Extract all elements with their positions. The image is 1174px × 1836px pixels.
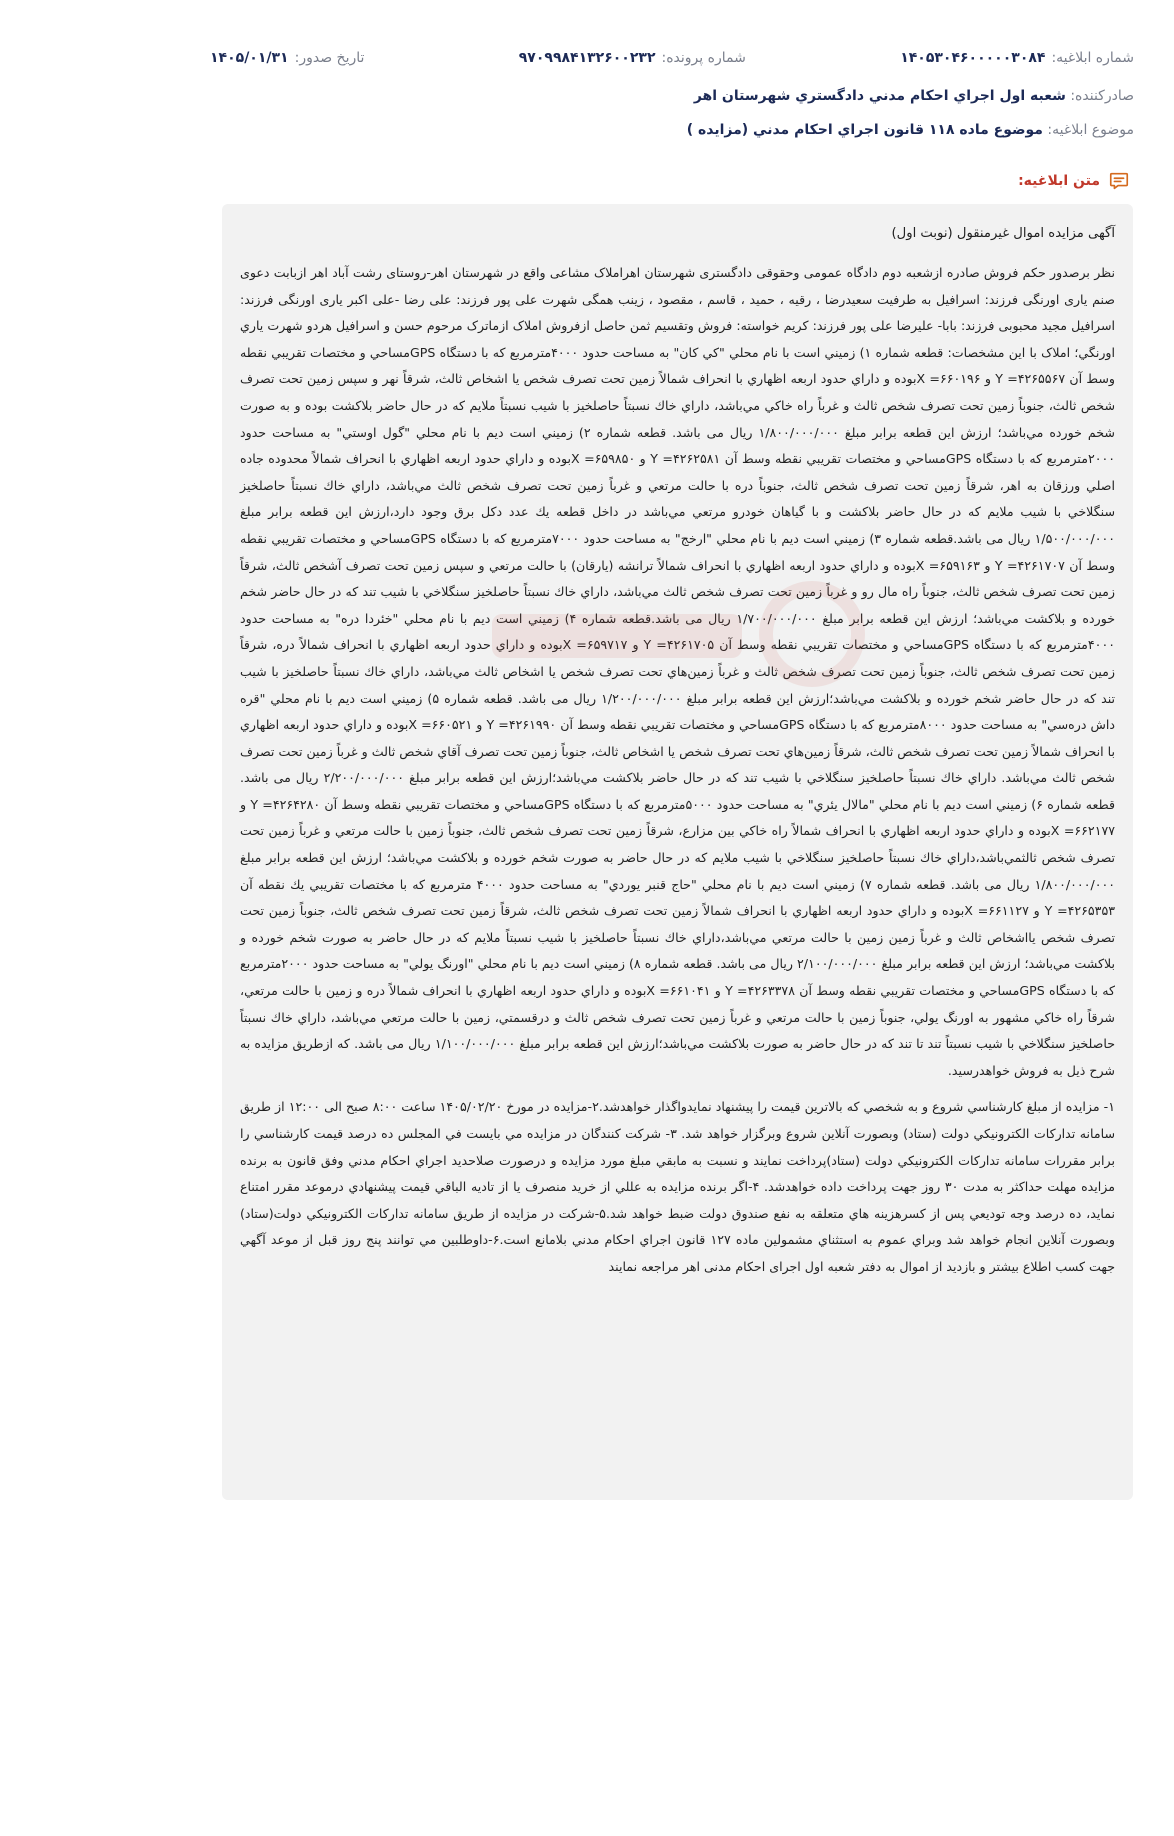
issuer-value: شعبه اول اجراي احكام مدني دادگستري شهرستان اهر — [693, 88, 1066, 104]
issuer-label: صادرکننده: — [1070, 88, 1134, 104]
issue-date-value: ۱۴۰۵/۰۱/۳۱ — [210, 50, 289, 66]
subject-label: موضوع ابلاغيه: — [1047, 122, 1134, 138]
message-document-icon — [1108, 170, 1130, 192]
issue-date-label: تاريخ صدور: — [294, 50, 365, 66]
property-description-paragraph: نظر برصدور حکم فروش صادره ازشعبه دوم دادگاه عمومی وحقوقی دادگستری شهرستان اهراملاک مشاعی واقع در شهرستان اهر-روستای رشت آباد اهر ازبابت دعوی صنم یاری اورنگی فرزند: اسرافیل به طرفیت سعیدرضا ، رقیه ، حمید ، قاسم ، مقصود ، زینب همگی شهرت علی پور فرزند: علی رضا -علی اکبر یاری اورنگی فرزند: اسرافیل مجید محبوبی فرزند: بابا- علیرضا علی پور فرزند: کریم خواسته: فروش وتقسیم ثمن حاصل ازفروش املاک ازماترک مرحوم حسن و اسرافيل هردو شهرت ياري اورنگي؛ املاک با اين مشخصات: قطعه شماره ۱) زميني است با نام محلي "كي كان" به مساحت حدود ۴۰۰۰مترمربع كه با دستگاه GPSمساحي و مختصات تقريبي نقطه وسط آن ۴۲۶۵۵۶۷= Y و ۶۶۰۱۹۶= Xبوده و داراي حدود اربعه اظهاري با انحراف شمالاً زمين تحت تصرف شخص يا اشخاص ثالث، شرقاً نهر و سپس زمين تحت تصرف شخص ثالث، جنوباً زمين تحت تصرف شخص ثالث و غرباً راه خاكي مي‌باشد، داراي خاك نسبتاً حاصلخيز با شيب نسبتاً ملايم كه در حال حاضر بلاكشت بوده و به صورت شخم خورده مي‌باشد؛ ارزش اين قطعه برابر مبلغ ۱/۸۰۰/۰۰۰/۰۰۰ ريال می باشد. قطعه شماره ۲) زميني است ديم با نام محلي "گول اوستي" به مساحت حدود ۲۰۰۰مترمربع كه با دستگاه GPSمساحي و مختصات تقريبي نقطه وسط آن ۴۲۶۲۵۸۱= Y و ۶۵۹۸۵۰= Xبوده و داراي حدود اربعه اظهاري با انحراف شمالاً محدوده جاده اصلي ورزقان به اهر، شرقاً زمين تحت تصرف شخص ثالث، جنوباً دره با حالت مرتعي و غرباً زمين تحت تصرف شخص ثالث مي‌باشد، داراي خاك نسبتاً حاصلخيز سنگلاخي با شيب ملايم كه در حال حاضر بلاكشت و با گياهان خودرو مرتعي مي‌باشد در داخل قطعه يك عدد دكل برق وجود دارد،ارزش اين قطعه برابر مبلغ ۱/۵۰۰/۰۰۰/۰۰۰ ريال می باشد.قطعه شماره ۳) زميني است ديم با نام محلي "ارخج" به مساحت حدود ۷۰۰۰مترمربع كه با دستگاه GPSمساحي و مختصات تقريبي نقطه وسط آن ۴۲۶۱۷۰۷= Y و ۶۵۹۱۶۳= Xبوده و داراي حدود اربعه اظهاري با انحراف شمالاً ترانشه (يارقان) با حالت مرتعي و سپس زمين تحت تصرف آشخص ثالث، شرقاً زمين تحت تصرف شخص ثالث، جنوباً راه مال رو و غرباً زمين تحت تصرف شخص ثالث مي‌باشد، داراي خاك نسبتاً حاصلخيز سنگلاخي با شيب تند كه در حال حاضر شخم خورده و بلاكشت مي‌باشد؛ ارزش اين قطعه برابر مبلغ ۱/۷۰۰/۰۰۰/۰۰۰ ريال می باشد.قطعه شماره ۴) زميني است ديم با نام محلي "خئردا دره" به مساحت حدود ۴۰۰۰مترمربع كه با دستگاه GPSمساحي و مختصات تقريبي نقطه وسط آن ۴۲۶۱۷۰۵= Y و ۶۵۹۷۱۷= Xبوده و داراي حدود اربعه اظهاري با انحراف شمالاً دره، شرقاً زمين تحت تصرف شخص ثالث، جنوباً زمين تحت تصرف شخص ثالث و غرباً زمين‌هاي تحت تصرف شخص يا اشخاص ثالث مي‌باشد، داراي خاك نسبتاً حاصلخيز با شيب تند كه در حال حاضر شخم خورده و بلاكشت مي‌باشد؛ارزش اين قطعه برابر مبلغ ۱/۲۰۰/۰۰۰/۰۰۰ ريال می باشد. قطعه شماره ۵) زميني است ديم با نام محلي "قره داش دره‌سي" به مساحت حدود ۸۰۰۰مترمربع كه با دستگاه GPSمساحي و مختصات تقريبي نقطه وسط آن ۴۲۶۱۹۹۰= Y و ۶۶۰۵۲۱= Xبوده و داراي حدود اربعه اظهاري با انحراف شمالاً زمين تحت تصرف شخص ثالث، شرقاً زمين‌هاي تحت تصرف شخص يا اشخاص ثالث، جنوباً زمين تحت تصرف آقاي شخص ثالث و غرباً زمين تحت تصرف شخص ثالث مي‌باشد. داراي خاك نسبتاً حاصلخيز سنگلاخي با شيب تند كه در حال حاضر بلاكشت مي‌باشد؛ارزش اين قطعه برابر مبلغ ۲/۲۰۰/۰۰۰/۰۰۰ ريال می باشد. قطعه شماره ۶) زميني است ديم با نام محلي "مالال يئري" به مساحت حدود ۵۰۰۰مترمربع كه با دستگاه GPSمساحي و مختصات تقريبي نقطه وسط آن ۴۲۶۴۲۸۰= Y و ۶۶۲۱۷۷= Xبوده و داراي حدود اربعه اظهاري با انحراف شمالاً راه خاكي بين مزارع، شرقاً زمين تحت تصرف شخص ثالث، جنوباً زمين با حالت مرتعي و غرباً زمين تحت تصرف شخص ثالثمي‌باشد،داراي خاك نسبتاً حاصلخيز سنگلاخي با شيب ملايم كه در حال حاضر به صورت شخم خورده و بلاكشت مي‌باشد؛ ارزش اين قطعه برابر مبلغ ۱/۸۰۰/۰۰۰/۰۰۰ ريال می باشد. قطعه شماره ۷) زميني است ديم با نام محلي "حاج قنبر يوردي" به مساحت حدود ۴۰۰۰ مترمربع كه با مختصات تقريبي يك نقطه آن ۴۲۶۵۳۵۳= Y و ۶۶۱۱۲۷= Xبوده و داراي حدود اربعه اظهاري با انحراف شمالاً زمين تحت تصرف شخص ثالث، شرقاً زمين تحت تصرف شخص ثالث، جنوباً زمين تحت تصرف شخص يااشخاص ثالث و غرباً زمين زمين با حالت مرتعي مي‌باشد،داراي خاك نسبتاً حاصلخيز با شيب نسبتاً ملايم كه در حال حاضر به صورت شخم خورده و بلاكشت مي‌باشد؛ ارزش اين قطعه برابر مبلغ ۲/۱۰۰/۰۰۰/۰۰۰ ريال می باشد. قطعه شماره ۸) زميني است ديم با نام محلي "اورنگ يولي" به مساحت حدود ۲۰۰۰مترمربع كه با دستگاه GPSمساحي و مختصات تقريبي نقطه وسط آن ۴۲۶۳۳۷۸= Y و ۶۶۱۰۴۱= Xبوده و داراي حدود اربعه اظهاري با انحراف شمالاً دره و زمين با حالت مرتعي، شرقاً راه خاكي مشهور به اورنگ يولي، جنوباً زمين با حالت مرتعي و غرباً زمين تحت تصرف شخص ثالث و درقسمتي، زمين با حالت مرتعي مي‌باشد، داراي خاك نسبتاً حاصلخيز سنگلاخي با شيب نسبتاً تند تا تند كه در حال حاضر به صورت بلاكشت مي‌باشد؛ارزش اين قطعه برابر مبلغ ۱/۱۰۰/۰۰۰/۰۰۰ ريال می باشد. كه ازطريق مزايده به شرح ذيل به فروش خواهدرسيد. — [240, 265, 1116, 1078]
case-number-value: ۹۷۰۹۹۸۴۱۳۲۶۰۰۲۳۲ — [518, 50, 656, 66]
ad-title: آگهی مزایده اموال غیرمنقول (نوبت اول) — [891, 226, 1115, 241]
subject-row — [210, 120, 1134, 140]
notice-text-panel — [222, 204, 1133, 1500]
notice-body-heading — [1018, 170, 1130, 192]
notice-number — [900, 48, 1134, 68]
case-number — [519, 48, 746, 68]
issuer-row — [210, 86, 1134, 106]
case-number-label: شماره پرونده: — [661, 50, 746, 66]
auction-terms-paragraph: ۱- مزايده از مبلغ كارشناسي شروع و به شخصي كه بالاترين قيمت را پيشنهاد نمايدواگذار خواهدشد.۲-مزايده در مورخ ۱۴۰۵/۰۲/۲۰ ساعت ۸:۰۰ صبح الی ۱۲:۰۰ از طريق سامانه تداركات الكترونيكي دولت (ستاد) وبصورت آنلاين شروع وبرگزار خواهد شد. ۳- شركت كنندگان در مزايده مي بايست في المجلس ده درصد قيمت كارشناسي را برابر مقررات سامانه تداركات الكترونيكي دولت (ستاد)پرداخت نمايند و نسبت به مابقي مبلغ مورد مزايده و درصورت صلاحديد اجراي احكام مدني وفق قانون به برنده مزايده مهلت حداكثر به مدت ۳۰ روز جهت پرداخت داده خواهدشد. ۴-اگر برنده مزايده به عللي از خريد منصرف يا از تاديه الباقي قيمت پيشنهادي درموعد مقرر امتناع نمايد، ده درصد وجه توديعي پس از كسرهزينه هاي متعلقه به نفع صندوق دولت ضبط خواهد شد.۵-شركت در مزايده از طريق سامانه تداركات الكترونيكي دولت(ستاد) وبصورت آنلاين انجام خواهد شد وبراي عموم به استثناي مشمولين ماده ۱۲۷ قانون اجراي احكام مدني بلامانع است.۶-داوطلبين مي توانند پنج روز قبل از موعد آگهي جهت كسب اطلاع بيشتر و بازديد از اموال به دفتر شعبه اول اجرای احکام مدنی اهر مراجعه نمايند — [240, 1099, 1116, 1274]
notice-body-title: متن ابلاغيه: — [1018, 173, 1100, 189]
notice-meta-row — [210, 48, 1134, 68]
issue-date — [210, 48, 364, 68]
subject-value: موضوع ماده ۱۱۸ قانون اجراي احكام مدني (مزايده ) — [686, 122, 1043, 138]
notice-number-label: شماره ابلاغيه: — [1051, 50, 1134, 66]
notice-number-value: ۱۴۰۵۳۰۴۶۰۰۰۰۰۳۰۸۴ — [900, 50, 1046, 66]
